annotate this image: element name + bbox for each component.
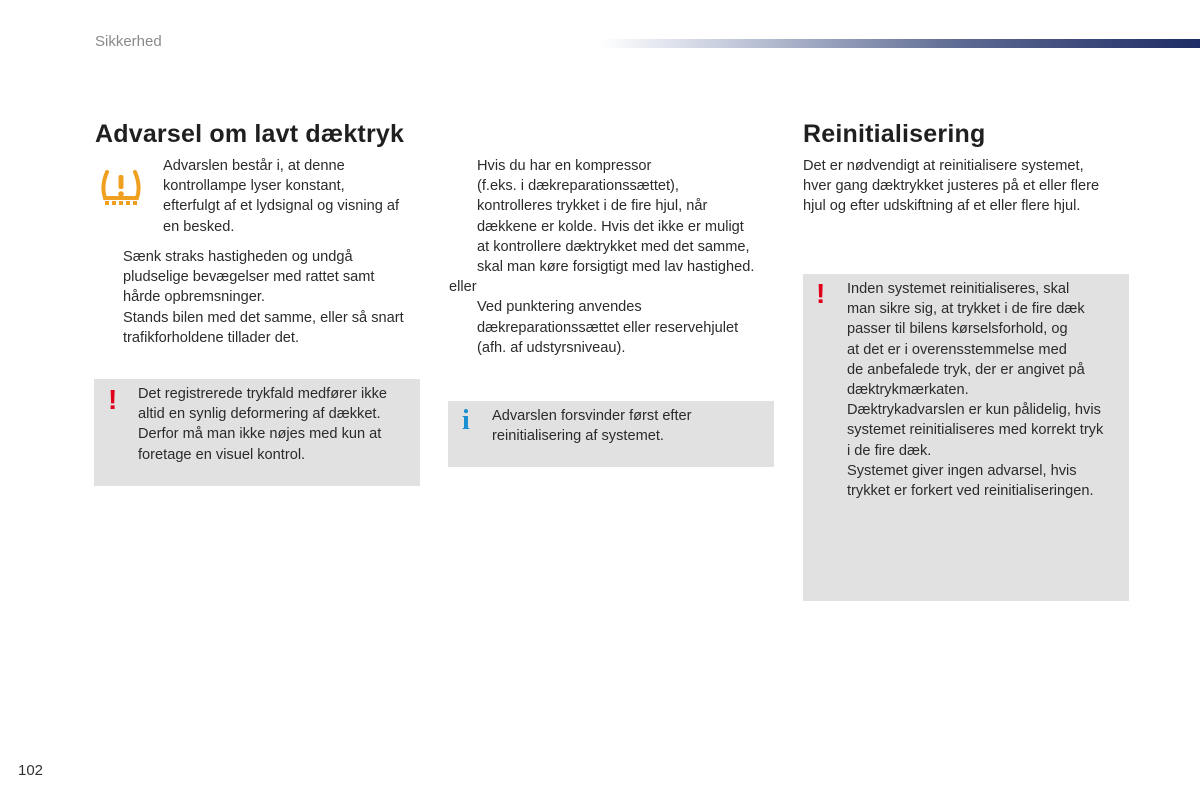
info-text (492, 406, 772, 446)
text-line: passer til bilens kørselsforhold, og (847, 321, 1068, 338)
list-item (95, 247, 425, 308)
left-warning-box (94, 379, 420, 486)
text-line: Inden systemet reinitialiseres, skal (847, 281, 1070, 297)
middle-content (449, 156, 784, 358)
info-icon: i (462, 405, 470, 436)
text-line: Sænk straks hastigheden og undgå (123, 249, 353, 265)
text-line: trykket er forkert ved reinitialiseringen. (847, 483, 1094, 500)
text-line: Hvis du har en kompressor (477, 158, 652, 174)
text-line: kontrollampe lyser konstant, (163, 178, 345, 195)
text-line: skal man køre forsigtigt med lav hastighed. (477, 259, 755, 276)
text-line: man sikre sig, at trykket i de fire dæk (847, 301, 1085, 318)
text-line: (afh. af udstyrsniveau). (477, 339, 626, 356)
text-line: kontrolleres trykket i de fire hjul, når (477, 198, 708, 215)
tire-pressure-warning-icon (97, 164, 145, 212)
page-number: 102 (18, 762, 44, 779)
text-line: foretage en visuel kontrol. (138, 446, 306, 463)
text-line: dæktrykmærkaten. (847, 382, 969, 399)
right-warning-box (803, 274, 1129, 601)
warning-exclamation-icon: ! (108, 384, 118, 415)
text-line: dækkene er kolde. Hvis det ikke er muligt (477, 218, 744, 235)
text-line: at det er i overensstemmelse med (847, 341, 1067, 358)
list-item (95, 308, 425, 348)
middle-info-box (448, 401, 774, 467)
warning-exclamation-icon: ! (816, 278, 826, 309)
right-section-title: Reinitialisering (803, 120, 986, 148)
text-line: Stands bilen med det samme, eller så snart (123, 309, 404, 326)
text-line: at kontrollere dæktrykket med det samme, (477, 238, 750, 255)
text-line: hver gang dæktrykket justeres på et eller flere (803, 178, 1100, 195)
text-line: trafikforholdene tillader det. (123, 329, 300, 346)
text-line: systemet reinitialiseres med korrekt tryk (847, 422, 1104, 439)
text-line: efterfulgt af et lydsignal og visning af (163, 198, 400, 215)
section-label: Sikkerhed (95, 33, 162, 50)
or-text: eller (449, 279, 477, 296)
header-gradient-bar (600, 39, 1200, 48)
text-line: dækreparationssættet eller reservehjulet (477, 319, 739, 336)
text-line: Advarslen består i, at denne (163, 158, 345, 174)
text-line: (f.eks. i dækreparationssættet), (477, 178, 679, 195)
text-line: pludselige bevægelser med rattet samt (123, 269, 375, 286)
text-line: hårde opbremsninger. (123, 289, 265, 306)
left-intro (163, 156, 428, 237)
text-line: Derfor må man ikke nøjes med kun at (138, 426, 382, 443)
text-line: Dæktrykadvarslen er kun pålidelig, hvis (847, 402, 1101, 419)
text-line: reinitialisering af systemet. (492, 428, 664, 445)
text-line: de anbefalede tryk, der er angivet på (847, 361, 1085, 378)
text-line: altid en synlig deformering af dækket. (138, 406, 381, 423)
list-item (449, 297, 784, 358)
text-line: Systemet giver ingen advarsel, hvis (847, 462, 1077, 479)
text-line: i de fire dæk. (847, 442, 932, 459)
text-line: Det er nødvendigt at reinitialisere systemet, (803, 158, 1084, 174)
text-line: Advarslen forsvinder først efter (492, 408, 692, 424)
text-line: Ved punktering anvendes (477, 299, 642, 316)
left-bullet-list (95, 247, 425, 348)
list-item (449, 156, 784, 277)
text-line: hjul og efter udskiftning af et eller flere hjul. (803, 198, 1081, 215)
warning-text (847, 279, 1127, 501)
left-section-title: Advarsel om lavt dæktryk (95, 120, 405, 148)
warning-text (138, 384, 418, 465)
text-line: en besked. (163, 218, 235, 235)
text-line: Det registrerede trykfald medfører ikke (138, 386, 387, 402)
right-intro (803, 156, 1143, 217)
